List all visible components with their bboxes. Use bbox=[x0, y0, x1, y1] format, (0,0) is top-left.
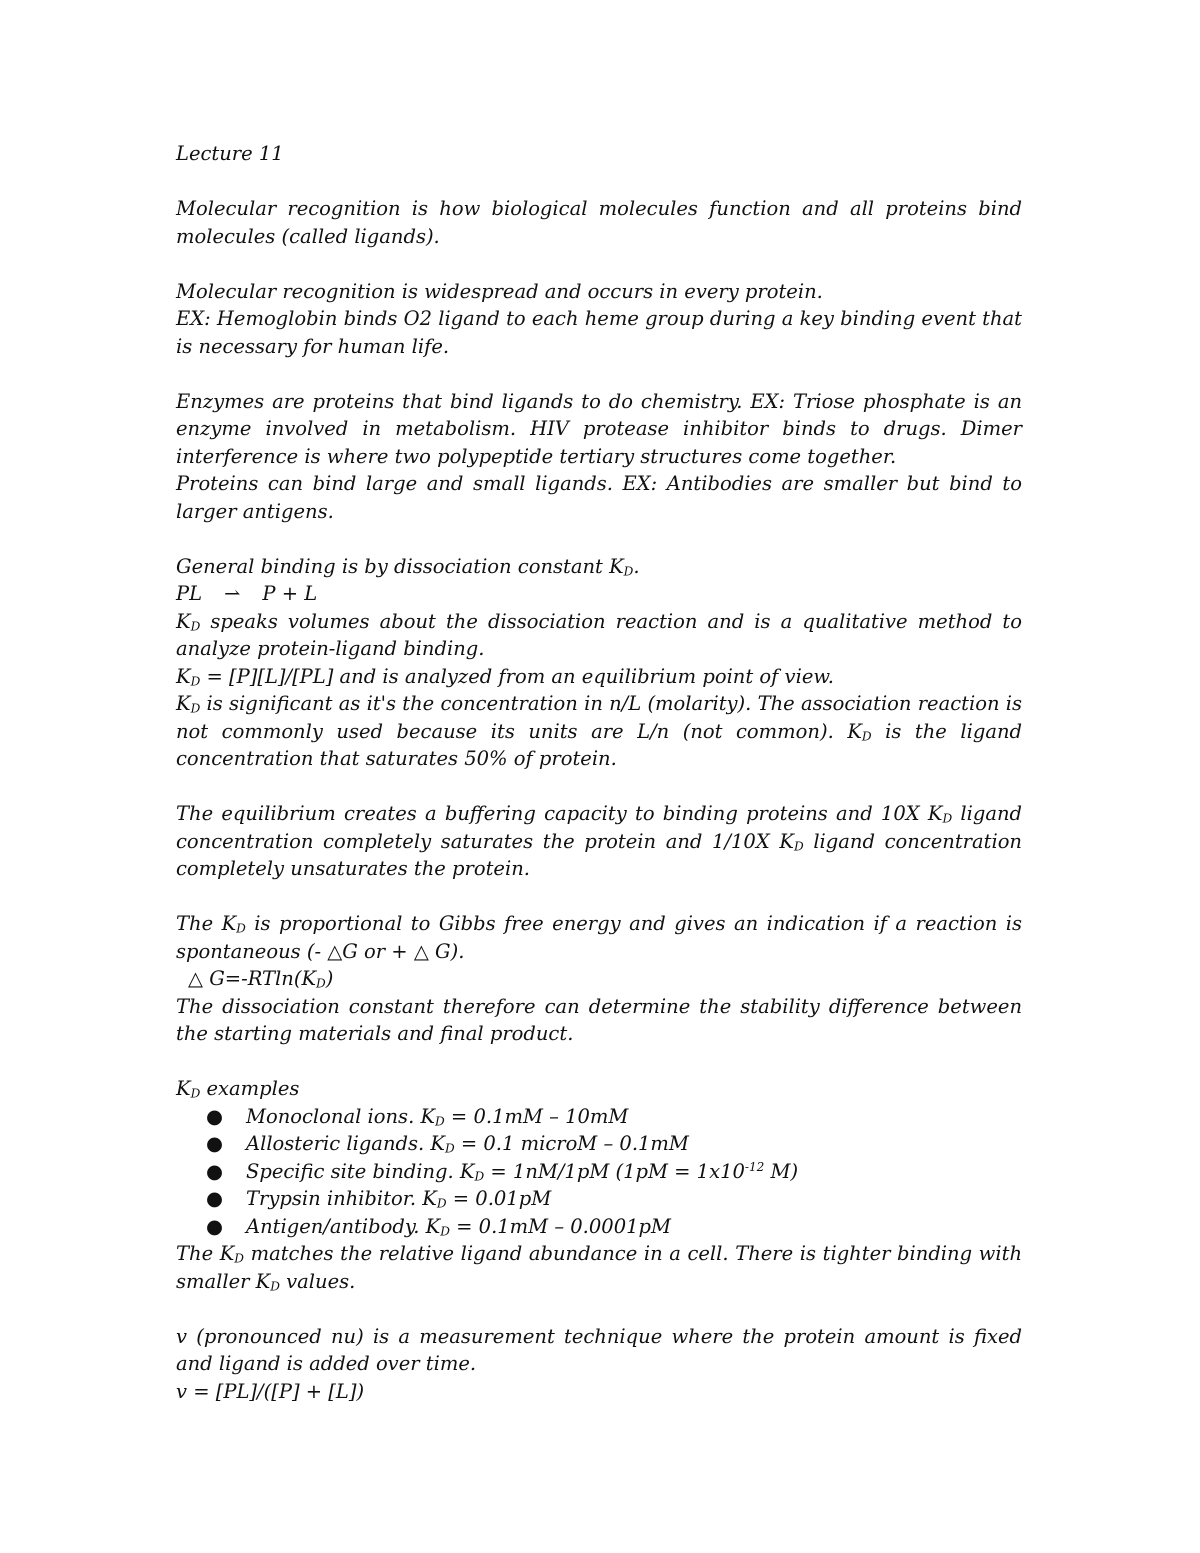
gibbs-equation: △ $G=-RTln(K_D)$ bbox=[188, 967, 334, 991]
intro-paragraph: Molecular recognition is how biological molecules function and all proteins bind molecules (called ligands). bbox=[176, 197, 1022, 248]
bullet-icon: ● bbox=[206, 1104, 224, 1128]
kd-examples-heading: $K_D$ examples bbox=[176, 1077, 300, 1101]
hemoglobin-paragraph: EX: Hemoglobin binds O2 ligand to each heme group during a key binding event that is necessary for human life. bbox=[176, 307, 1022, 358]
stability-paragraph: The dissociation constant therefore can determine the stability difference between the starting materials and final product. bbox=[176, 994, 1022, 1045]
large-small-paragraph: Proteins can bind large and small ligands. EX: Antibodies are smaller but bind to larger antigens. bbox=[176, 472, 1022, 523]
kd-speaks-paragraph: $K_D$ speaks volumes about the dissociation reaction and is a qualitative method to analyze protein-ligand binding. bbox=[176, 609, 1022, 660]
equilibrium-arrow-icon: ⇀ bbox=[224, 582, 241, 605]
gibbs-paragraph: The $K_D$ is proportional to Gibbs free energy and gives an indication if a reaction is spontaneous (- △G or + △ G). bbox=[176, 912, 1022, 963]
bullet-icon: ● bbox=[206, 1187, 224, 1210]
enzymes-paragraph: Enzymes are proteins that bind ligands to do chemistry. EX: Triose phosphate is an enzyme involved in metabolism. HIV protease inhibitor binds to drugs. Dimer interference is where two polypeptide tertiary structures come together. bbox=[176, 389, 1022, 468]
bullet-icon: ● bbox=[206, 1159, 224, 1183]
document-page bbox=[176, 140, 1022, 1405]
kd-significance-paragraph: $K_D$ is significant as it's the concentration in n/L (molarity). The association reaction is not commonly used because its units are L/n (not common). $K_D$ is the ligand concentration that saturates 50% of protein. bbox=[176, 692, 1022, 770]
kd-formula-line: $K_D = [P][L]/[PL]$ and is analyzed from an equilibrium point of view. bbox=[176, 664, 834, 689]
buffering-paragraph: The equilibrium creates a buffering capacity to binding proteins and 10X $K_D$ ligand concentration completely saturates the protein and 1/10X $K_D$ ligand concentration completely unsaturates the protein. bbox=[176, 802, 1023, 880]
lecture-title: Lecture 11 bbox=[176, 142, 284, 165]
matches-paragraph: The $K_D$ matches the relative ligand abundance in a cell. There is tighter binding with smaller $K_D$ values. bbox=[176, 1242, 1023, 1294]
list-item: ● Antigen/antibody. $K_D = 0.1mM - 0.0001pM$ bbox=[206, 1214, 671, 1239]
equilibrium-equation: PL ⇀ P + L bbox=[176, 582, 318, 605]
kd-examples-list bbox=[176, 1103, 1022, 1241]
list-item: ● Trypsin inhibitor. $K_D = 0.01pM$ bbox=[206, 1187, 552, 1211]
general-binding-line: General binding is by dissociation constant $K_D$. bbox=[176, 554, 640, 579]
bullet-icon: ● bbox=[206, 1132, 224, 1155]
nu-formula: v = [PL]/([P] + [L]) bbox=[176, 1379, 365, 1403]
widespread-line: Molecular recognition is widespread and occurs in every protein. bbox=[176, 279, 823, 303]
nu-paragraph: v (pronounced nu) is a measurement technique where the protein amount is fixed and ligand is added over time. bbox=[176, 1324, 1022, 1375]
bullet-icon: ● bbox=[206, 1214, 224, 1238]
list-item: ● Allosteric ligands. $K_D = 0.1$ microM – 0.1mM bbox=[206, 1132, 689, 1156]
list-item: ● Specific site binding. $K_D = 1nM/1pM$ ($1pM = 1x10^{-12}$ M) bbox=[206, 1159, 799, 1184]
list-item: ● Monoclonal ions. $K_D = 0.1mM - 10mM$ bbox=[206, 1104, 629, 1129]
